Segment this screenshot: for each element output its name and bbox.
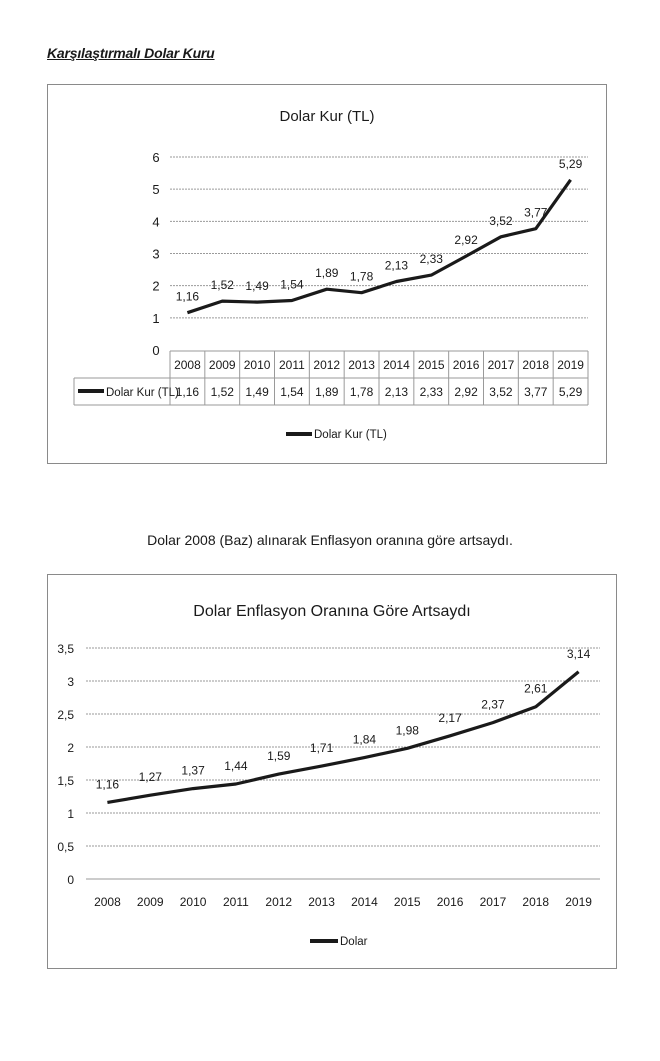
x-tick-label: 2010 — [243, 358, 271, 372]
data-label: 1,37 — [181, 763, 205, 778]
y-tick-label: 2,5 — [57, 708, 74, 722]
table-value: 3,77 — [524, 385, 548, 399]
data-label: 1,78 — [349, 269, 374, 284]
data-label: 1,49 — [245, 279, 269, 294]
table-value: 1,54 — [280, 385, 304, 399]
data-label: 1,84 — [352, 732, 377, 747]
data-label: 2,61 — [524, 681, 548, 696]
x-tick-label: 2011 — [279, 358, 305, 372]
data-label: 1,98 — [395, 723, 419, 738]
chart-title: Dolar Enflasyon Oranına Göre Artsaydı — [193, 603, 471, 620]
data-label: 1,59 — [267, 749, 291, 764]
table-value: 1,16 — [175, 385, 200, 399]
data-label: 2,37 — [481, 697, 505, 712]
page-heading: Karşılaştırmalı Dolar Kuru — [47, 45, 215, 61]
enflasyon-chart — [47, 574, 617, 969]
y-tick-label: 4 — [152, 214, 160, 230]
x-tick-label: 2019 — [557, 358, 584, 372]
data-label: 1,52 — [210, 278, 234, 293]
x-tick-label: 2018 — [522, 358, 550, 372]
data-label: 1,16 — [175, 289, 200, 304]
table-value: 1,78 — [349, 385, 374, 399]
data-label: 5,29 — [558, 156, 583, 171]
x-tick-label: 2012 — [265, 895, 293, 909]
table-value: 2,13 — [384, 385, 409, 399]
x-tick-label: 2018 — [522, 895, 550, 909]
data-label: 2,33 — [419, 252, 443, 267]
data-label: 1,44 — [224, 758, 248, 773]
y-tick-label: 1 — [152, 310, 160, 326]
table-series-name: Dolar Kur (TL) — [106, 387, 179, 399]
x-tick-label: 2009 — [208, 358, 236, 372]
y-tick-label: 2 — [67, 741, 74, 755]
legend-label: Dolar — [340, 936, 368, 948]
table-value: 1,49 — [245, 385, 269, 399]
y-tick-label: 3,5 — [57, 642, 74, 656]
table-value: 1,52 — [210, 385, 234, 399]
chart-title: Dolar Kur (TL) — [279, 108, 375, 125]
data-label: 3,14 — [566, 646, 591, 661]
data-label: 1,27 — [138, 770, 162, 785]
x-tick-label: 2009 — [136, 895, 164, 909]
data-label: 1,54 — [280, 277, 304, 292]
y-tick-label: 2 — [152, 278, 160, 294]
x-tick-label: 2012 — [313, 358, 341, 372]
x-tick-label: 2014 — [351, 895, 378, 909]
x-tick-label: 2017 — [487, 358, 515, 372]
table-value: 2,92 — [454, 385, 478, 399]
y-tick-label: 1 — [67, 807, 74, 821]
x-tick-label: 2013 — [308, 895, 335, 909]
dolar-kur-chart-svg — [48, 85, 606, 463]
y-tick-label: 0 — [67, 873, 74, 887]
x-tick-label: 2015 — [417, 358, 445, 372]
y-tick-label: 3 — [67, 675, 74, 689]
table-value: 2,33 — [419, 385, 443, 399]
data-label: 2,13 — [384, 258, 409, 273]
legend-label: Dolar Kur (TL) — [314, 429, 387, 441]
data-label: 3,52 — [489, 213, 513, 228]
x-tick-label: 2019 — [565, 895, 592, 909]
x-tick-label: 2010 — [179, 895, 207, 909]
data-label: 1,71 — [309, 741, 334, 756]
x-tick-label: 2016 — [452, 358, 480, 372]
data-label: 2,92 — [454, 233, 478, 248]
y-tick-label: 6 — [152, 150, 160, 165]
data-label: 3,77 — [524, 205, 548, 220]
x-tick-label: 2015 — [393, 895, 421, 909]
table-value: 1,89 — [315, 385, 339, 399]
y-tick-label: 0,5 — [57, 840, 74, 854]
y-tick-label: 1,5 — [57, 774, 74, 788]
y-tick-label: 5 — [152, 182, 160, 198]
enflasyon-chart-svg — [48, 575, 616, 968]
series-line-dolar — [107, 672, 578, 803]
data-label: 1,16 — [95, 777, 120, 792]
y-tick-label: 3 — [152, 246, 160, 262]
x-tick-label: 2008 — [174, 358, 201, 372]
data-label: 1,89 — [315, 266, 339, 281]
x-tick-label: 2011 — [223, 895, 249, 909]
x-tick-label: 2016 — [436, 895, 464, 909]
table-value: 3,52 — [489, 385, 513, 399]
x-tick-label: 2008 — [94, 895, 121, 909]
data-label: 2,17 — [438, 710, 462, 725]
x-tick-label: 2017 — [479, 895, 507, 909]
section-caption: Dolar 2008 (Baz) alınarak Enflasyon oranına göre artsaydı. — [147, 532, 513, 548]
x-tick-label: 2014 — [383, 358, 410, 372]
table-value: 5,29 — [558, 385, 583, 399]
dolar-kur-chart — [47, 84, 607, 464]
y-tick-label: 0 — [152, 343, 160, 358]
x-tick-label: 2013 — [348, 358, 375, 372]
